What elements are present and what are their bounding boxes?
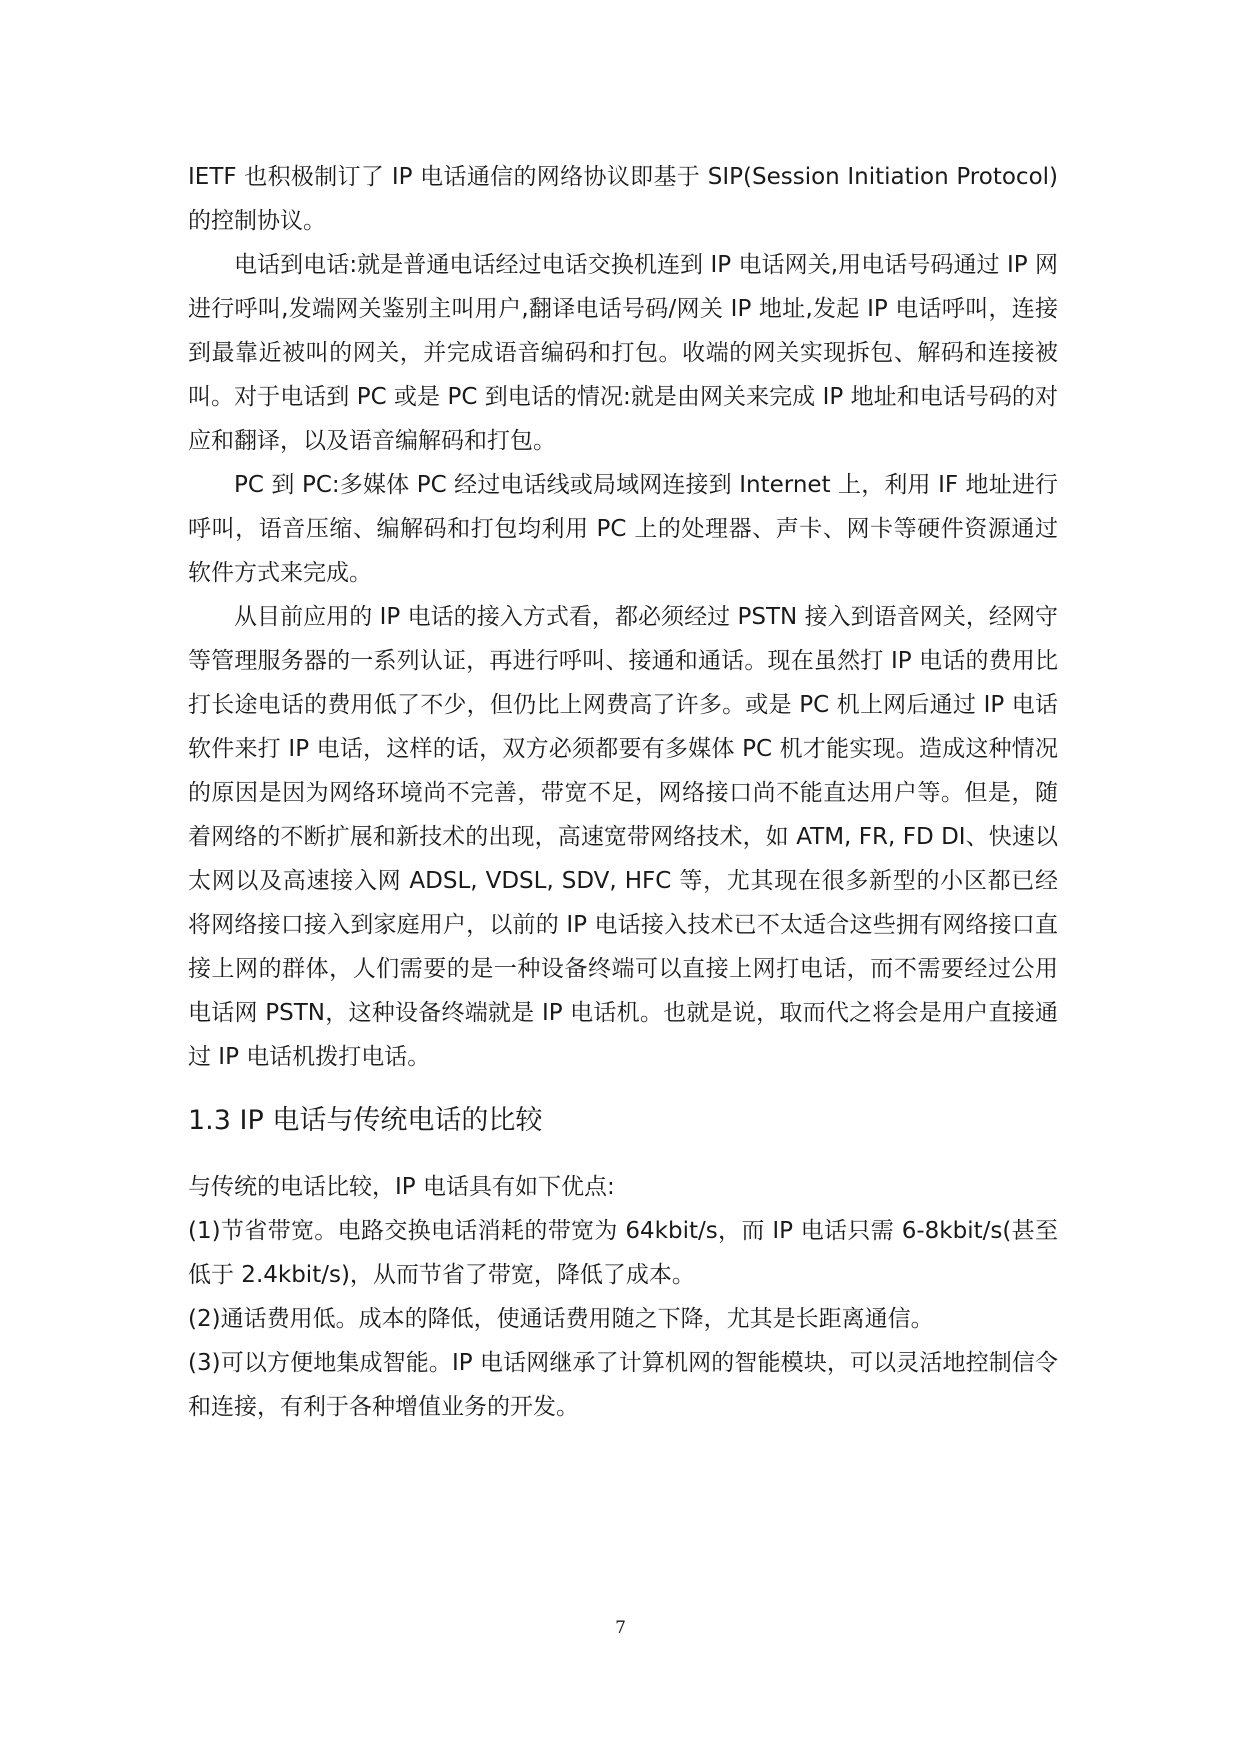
paragraph-access-methods: 从目前应用的 IP 电话的接入方式看，都必须经过 PSTN 接入到语音网关，经网守等管理服务器的一系列认证，再进行呼叫、接通和通话。现在虽然打 IP 电话的费用比打长途电话的费用低了不少，但仍比上网费高了许多。或是 PC 机上网后通过 IP 电话软件来打 IP 电话，这样的话，双方必须都要有多媒体 PC 机才能实现。造成这种情况的原因是因为网络环境尚不完善，带宽不足，网络接口尚不能直达用户等。但是，随着网络的不断扩展和新技术的出现，高速宽带网络技术，如 ATM, FR, FD DI、快速以太网以及高速接入网 ADSL, VDSL, SDV, HFC 等，尤其现在很多新型的小区都已经将网络接口接入到家庭用户，以前的 IP 电话接入技术已不太适合这些拥有网络接口直接上网的群体，人们需要的是一种设备终端可以直接上网打电话，而不需要经过公用电话网 PSTN，这种设备终端就是 IP 电话机。也就是说，取而代之将会是用户直接通过 IP 电话机拨打电话。: [188, 604, 1058, 1070]
advantage-item-bandwidth: (1)节省带宽。电路交换电话消耗的带宽为 64kbit/s，而 IP 电话只需 6-8kbit/s(甚至低于 2.4kbit/s)，从而节省了带宽，降低了成本。: [188, 1218, 1058, 1288]
paragraph-ietf-sip: IETF 也积极制订了 IP 电话通信的网络协议即基于 SIP(Session Initiation Protocol)的控制协议。: [188, 164, 1058, 234]
page-body: [188, 155, 1058, 1429]
page-number: 7: [615, 1618, 626, 1638]
paragraph-phone-to-phone: 电话到电话:就是普通电话经过电话交换机连到 IP 电话网关,用电话号码通过 IP 网进行呼叫,发端网关鉴别主叫用户,翻译电话号码/网关 IP 地址,发起 IP 电话呼叫，连接到最靠近被叫的网关，并完成语音编码和打包。收端的网关实现拆包、解码和连接被叫。对于电话到 PC 或是 PC 到电话的情况:就是由网关来完成 IP 地址和电话号码的对应和翻译，以及语音编解码和打包。: [188, 252, 1058, 454]
advantage-item-cost: (2)通话费用低。成本的降低，使通话费用随之下降，尤其是长距离通信。: [188, 1306, 934, 1332]
advantages-intro: 与传统的电话比较，IP 电话具有如下优点:: [188, 1174, 615, 1200]
section-heading: 1.3 IP 电话与传统电话的比较: [188, 1105, 543, 1136]
paragraph-pc-to-pc: PC 到 PC:多媒体 PC 经过电话线或局域网连接到 Internet 上，利用 IF 地址进行呼叫，语音压缩、编解码和打包均利用 PC 上的处理器、声卡、网卡等硬件资源通过软件方式来完成。: [188, 472, 1058, 586]
advantage-item-intelligence: (3)可以方便地集成智能。IP 电话网继承了计算机网的智能模块，可以灵活地控制信令和连接，有利于各种增值业务的开发。: [188, 1350, 1058, 1420]
